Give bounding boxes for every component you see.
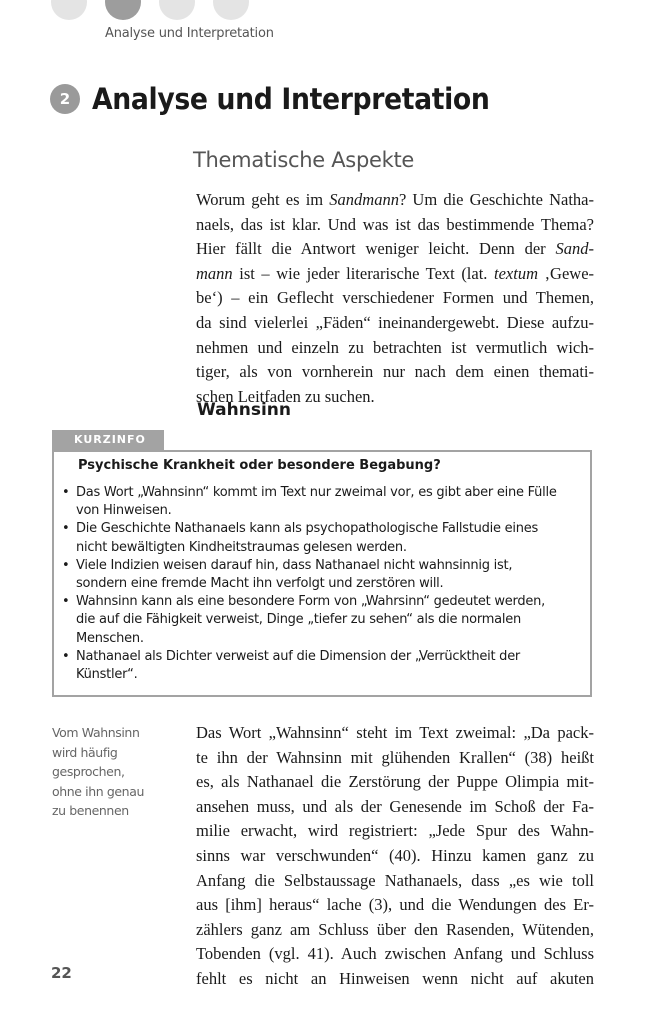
kurzinfo-list (62, 484, 582, 684)
kurzinfo-list-item (62, 484, 582, 520)
text-line: Hier fällt die Antwort weniger leicht. Denn der Sand- (196, 239, 594, 259)
bullet-icon: • (62, 594, 70, 610)
text-line: sondern eine fremde Macht ihn verfolgt und zerstören will. (76, 576, 444, 592)
progress-dot-4 (213, 0, 249, 20)
text-line: milie erwacht, wird registriert: „Jede Spur des Wahn- (196, 821, 594, 841)
text-line: Das Wort „Wahnsinn“ steht im Text zweimal: „Da pack- (196, 723, 594, 742)
text-line: gesprochen, (52, 764, 125, 779)
kurzinfo-list-item (62, 557, 582, 593)
page-number: 22 (51, 964, 72, 982)
text-line: Das Wort „Wahnsinn“ kommt im Text nur zweimal vor, es gibt aber eine Fülle (76, 485, 557, 500)
chapter-title: Analyse und Interpretation (92, 82, 490, 116)
text-line: von Hinweisen. (76, 503, 172, 519)
bullet-icon: • (62, 485, 70, 500)
text-line: Wahnsinn kann als eine besondere Form von „Wahrsinn“ gedeutet werden, (76, 594, 546, 610)
kurzinfo-box (52, 450, 592, 697)
text-line: tiger, als von vornherein nur nach dem einen themati- (196, 362, 594, 382)
bullet-icon: • (62, 521, 70, 537)
text-line: ansehen muss, und als der Genesende im Schoß der Fa- (196, 796, 594, 816)
text-line: zu benennen (52, 803, 129, 818)
text-line: da sind vielerlei „Fäden“ ineinandergewebt. Diese aufzu- (196, 312, 594, 332)
chapter-heading (50, 82, 524, 116)
text-line: zählers ganz am Schluss über den Rasenden, Wütenden, (196, 919, 594, 939)
intro-paragraph (196, 188, 594, 409)
text-line: fehlt es nicht an Hinweisen wenn nicht auf akuten (196, 968, 594, 988)
kurzinfo-tab-label: KURZINFO (52, 430, 164, 450)
progress-dot-1 (51, 0, 87, 20)
text-line: Die Geschichte Nathanaels kann als psychopathologische Fallstudie eines (76, 521, 539, 537)
text-line: Menschen. (76, 630, 144, 646)
section-title: Thematische Aspekte (193, 148, 415, 172)
progress-dot-2-active (105, 0, 141, 20)
text-line: sinns war verschwunden“ (40). Hinzu kamen ganz zu (196, 845, 594, 865)
chapter-number-badge: 2 (50, 84, 80, 114)
kurzinfo-list-item (62, 520, 582, 556)
bullet-icon: • (62, 648, 70, 664)
text-line: mann ist – wie jeder literarische Text (lat. textum ‚Gewe- (196, 263, 595, 283)
text-line: nehmen und einzeln zu betrachten ist vermutlich wich- (196, 337, 594, 357)
margin-note (52, 723, 162, 821)
subsection-title: Wahnsinn (197, 400, 291, 420)
text-line: wird häufig (52, 744, 118, 760)
kurzinfo-heading: Psychische Krankheit oder besondere Begabung? (78, 458, 441, 473)
text-line: ohne ihn genau (52, 783, 144, 799)
text-line: be‘) – ein Geflecht verschiedener Formen und Themen, (196, 288, 594, 308)
text-line: die auf die Fähigkeit verweist, Dinge „tiefer zu sehen“ als die normalen (76, 612, 521, 628)
body-paragraph (196, 721, 594, 992)
text-line: Tobenden (vgl. 41). Auch zwischen Anfang und Schluss (196, 944, 594, 964)
text-line: Künstler“. (76, 667, 138, 683)
text-line: te ihn der Wahnsinn mit glühenden Krallen“ (38) heißt (196, 747, 594, 767)
bullet-icon: • (62, 557, 70, 573)
text-line: aus [ihm] heraus“ lache (3), und die Wendungen des Er- (196, 895, 594, 915)
text-line: Worum geht es im Sandmann? Um die Geschichte Natha- (196, 190, 594, 209)
text-line: naels, das ist klar. Und was ist das bestimmende Thema? (196, 214, 594, 234)
running-head: Analyse und Interpretation (105, 26, 274, 41)
text-line: es, als Nathanael die Zerstörung der Puppe Olimpia mit- (196, 772, 594, 792)
text-line: Anfang die Selbstaussage Nathanaels, dass „es wie toll (196, 870, 594, 890)
kurzinfo-list-item (62, 593, 582, 648)
kurzinfo-list-item (62, 648, 582, 684)
text-line: Vom Wahnsinn (52, 725, 140, 740)
progress-dot-3 (159, 0, 195, 20)
text-line: Nathanael als Dichter verweist auf die Dimension der „Verrücktheit der (76, 648, 521, 664)
text-line: schen Leitfaden zu suchen. (196, 386, 375, 406)
text-line: Viele Indizien weisen darauf hin, dass Nathanael nicht wahnsinnig ist, (76, 557, 513, 573)
text-line: nicht bewältigten Kindheitstraumas gelesen werden. (76, 539, 407, 555)
